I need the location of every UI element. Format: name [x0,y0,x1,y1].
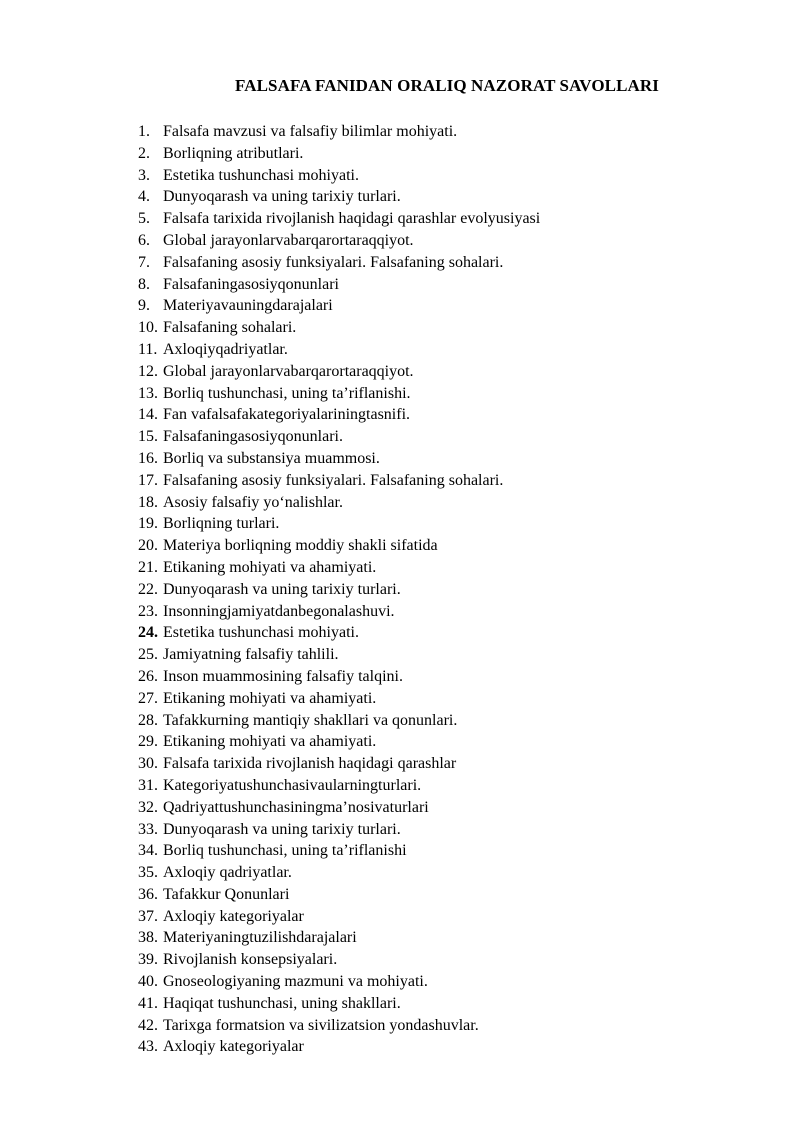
question-text: Borliq tushunchasi, uning ta’riflanishi [163,842,407,860]
question-item [138,339,540,361]
question-number: 25. [138,646,158,664]
question-item [138,143,540,165]
question-item [138,884,540,906]
question-number: 41. [138,994,158,1012]
question-number: 39. [138,951,158,969]
question-text: Falsafa tarixida rivojlanish haqidagi qarashlar evolyusiyasi [163,210,541,228]
question-item [138,644,540,666]
question-number: 30. [138,755,158,773]
question-item [138,121,540,143]
question-item [138,1015,540,1037]
question-text: Insonningjamiyatdanbegonalashuvi. [163,602,395,620]
question-number: 2. [138,144,150,162]
question-text: Dunyoqarash va uning tarixiy turlari. [163,188,401,206]
question-number: 9. [138,297,150,315]
question-item [138,186,540,208]
question-item [138,230,540,252]
question-text: Axloqiy kategoriyalar [163,907,304,925]
question-text: Tarixga formatsion va sivilizatsion yondashuvlar. [163,1016,479,1034]
question-text: Falsafaning sohalari. [163,319,297,337]
question-number: 42. [138,1016,158,1034]
question-text: Borliq tushunchasi, uning ta’riflanishi. [163,384,411,402]
question-item [138,383,540,405]
question-text: Falsafaningasosiyqonunlari. [163,428,343,446]
question-number: 36. [138,885,158,903]
question-number: 26. [138,667,158,685]
question-number: 7. [138,253,150,271]
question-text: Axloqiy kategoriyalar [163,1038,304,1056]
question-number: 11. [138,340,158,358]
question-number: 43. [138,1038,158,1056]
question-text: Kategoriyatushunchasivaularningturlari. [163,776,422,794]
question-item [138,317,540,339]
question-list [138,121,540,1058]
question-text: Falsafaning asosiy funksiyalari. Falsafaning sohalari. [163,471,504,489]
question-item [138,601,540,623]
question-item [138,731,540,753]
question-text: Qadriyattushunchasiningma’nosivaturlari [163,798,429,816]
question-text: Borliq va substansiya muammosi. [163,449,380,467]
question-number: 13. [138,384,158,402]
question-text: Borliqning turlari. [163,515,280,533]
question-number: 20. [138,537,158,555]
question-text: Jamiyatning falsafiy tahlili. [163,646,339,664]
question-text: Fan vafalsafakategoriyalariningtasnifi. [163,406,411,424]
question-item [138,295,540,317]
question-item [138,775,540,797]
question-text: Materiyavauningdarajalari [163,297,333,315]
question-number: 33. [138,820,158,838]
question-number: 37. [138,907,158,925]
question-number: 4. [138,188,150,206]
question-item [138,906,540,928]
question-text: Estetika tushunchasi mohiyati. [163,624,359,642]
question-text: Etikaning mohiyati va ahamiyati. [163,689,377,707]
question-item [138,993,540,1015]
question-item [138,666,540,688]
question-item [138,927,540,949]
question-text: Dunyoqarash va uning tarixiy turlari. [163,580,401,598]
question-item [138,426,540,448]
question-item [138,753,540,775]
question-item [138,448,540,470]
question-number: 18. [138,493,158,511]
question-item [138,557,540,579]
question-text: Inson muammosining falsafiy talqini. [163,667,403,685]
question-text: Axloqiyqadriyatlar. [163,340,288,358]
question-text: Tafakkur Qonunlari [163,885,290,903]
question-item [138,1036,540,1058]
question-text: Materiya borliqning moddiy shakli sifatida [163,537,438,555]
question-item [138,622,540,644]
document-title: FALSAFA FANIDAN ORALIQ NAZORAT SAVOLLARI [235,76,659,95]
question-number: 6. [138,231,150,249]
question-number: 24. [138,624,158,642]
question-item [138,840,540,862]
question-text: Dunyoqarash va uning tarixiy turlari. [163,820,401,838]
question-text: Tafakkurning mantiqiy shakllari va qonunlari. [163,711,458,729]
question-item [138,492,540,514]
question-text: Gnoseologiyaning mazmuni va mohiyati. [163,973,428,991]
question-text: Global jarayonlarvabarqarortaraqqiyot. [163,362,414,380]
question-number: 5. [138,210,150,228]
question-number: 29. [138,733,158,751]
question-text: Asosiy falsafiy yo‘nalishlar. [163,493,343,511]
question-number: 19. [138,515,158,533]
question-item [138,513,540,535]
question-number: 16. [138,449,158,467]
question-number: 21. [138,558,158,576]
question-item [138,688,540,710]
question-number: 35. [138,864,158,882]
question-text: Etikaning mohiyati va ahamiyati. [163,558,377,576]
question-number: 34. [138,842,158,860]
question-number: 22. [138,580,158,598]
question-item [138,165,540,187]
question-number: 12. [138,362,158,380]
question-text: Axloqiy qadriyatlar. [163,864,292,882]
question-item [138,862,540,884]
question-text: Falsafa tarixida rivojlanish haqidagi qarashlar [163,755,457,773]
question-number: 3. [138,166,150,184]
question-text: Falsafa mavzusi va falsafiy bilimlar mohiyati. [163,123,458,140]
question-item [138,971,540,993]
question-text: Borliqning atributlari. [163,144,304,162]
question-number: 23. [138,602,158,620]
question-item [138,710,540,732]
question-number: 32. [138,798,158,816]
question-item [138,252,540,274]
question-text: Rivojlanish konsepsiyalari. [163,951,338,969]
question-item [138,797,540,819]
question-number: 27. [138,689,158,707]
question-number: 8. [138,275,150,293]
question-number: 14. [138,406,158,424]
question-text: Haqiqat tushunchasi, uning shakllari. [163,994,401,1012]
question-text: Global jarayonlarvabarqarortaraqqiyot. [163,231,414,249]
question-text: Materiyaningtuzilishdarajalari [163,929,357,947]
question-text: Falsafaningasosiyqonunlari [163,275,339,293]
question-item [138,208,540,230]
question-text: Estetika tushunchasi mohiyati. [163,166,359,184]
question-item [138,949,540,971]
question-item [138,579,540,601]
question-item [138,361,540,383]
question-number: 38. [138,929,158,947]
question-number: 10. [138,319,158,337]
question-number: 31. [138,776,158,794]
question-number: 28. [138,711,158,729]
question-text: Falsafaning asosiy funksiyalari. Falsafaning sohalari. [163,253,504,271]
question-number: 15. [138,428,158,446]
question-item [138,819,540,841]
question-item [138,404,540,426]
question-item [138,470,540,492]
question-item [138,535,540,557]
question-number: 40. [138,973,158,991]
question-number: 17. [138,471,158,489]
question-number: 1. [138,123,150,140]
question-item [138,274,540,296]
question-text: Etikaning mohiyati va ahamiyati. [163,733,377,751]
